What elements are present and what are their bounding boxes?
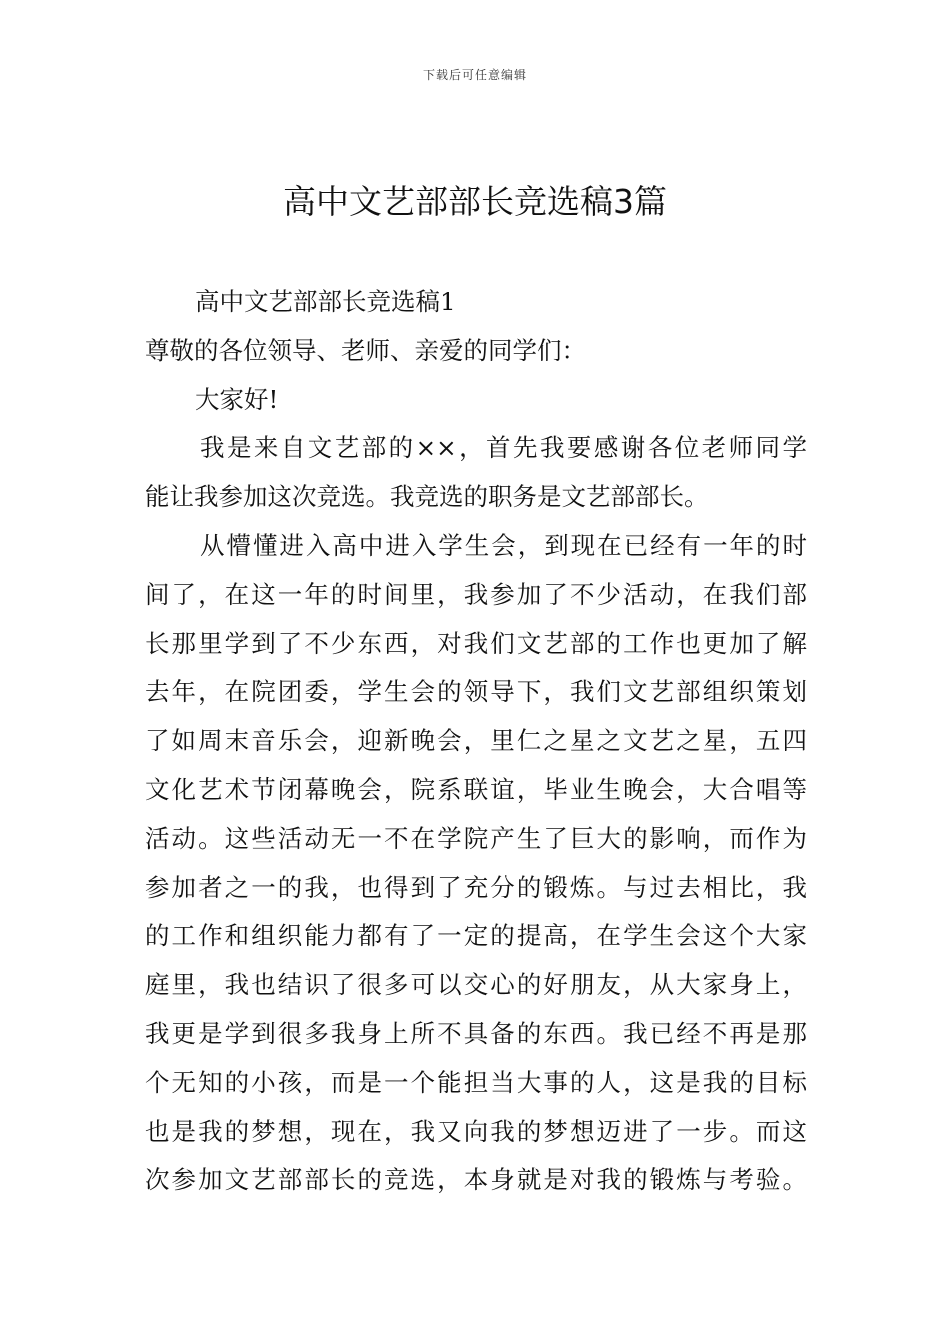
paragraph-line: 参加者之一的我，也得到了充分的锻炼。与过去相比，我 [145, 872, 807, 902]
paragraph-line: 从懵懂进入高中进入学生会，到现在已经有一年的时 [200, 530, 807, 560]
document-body [145, 278, 807, 1205]
paragraph-line: 间了，在这一年的时间里，我参加了不少活动，在我们部 [145, 579, 807, 609]
section-heading: 高中文艺部部长竞选稿1 [195, 287, 456, 316]
paragraph-line: 也是我的梦想，现在，我又向我的梦想迈进了一步。而这 [145, 1116, 807, 1146]
salutation: 尊敬的各位领导、老师、亲爱的同学们： [145, 335, 586, 365]
paragraph-line: 了如周末音乐会，迎新晚会，里仁之星之文艺之星，五四 [145, 726, 807, 756]
paragraph-line: 庭里，我也结识了很多可以交心的好朋友，从大家身上， [145, 970, 807, 1000]
paragraph-line: 我更是学到很多我身上所不具备的东西。我已经不再是那 [145, 1018, 807, 1048]
paragraph-line: 去年，在院团委，学生会的领导下，我们文艺部组织策划 [145, 677, 807, 707]
header-note: 下载后可任意编辑 [422, 68, 527, 82]
paragraph-line: 长那里学到了不少东西，对我们文艺部的工作也更加了解 [145, 628, 807, 658]
greeting: 大家好! [195, 384, 279, 414]
paragraph-line: 文化艺术节闭幕晚会，院系联谊，毕业生晚会，大合唱等 [145, 774, 807, 804]
paragraph-line: 个无知的小孩，而是一个能担当大事的人，这是我的目标 [145, 1067, 807, 1097]
paragraph-line: 的工作和组织能力都有了一定的提高，在学生会这个大家 [145, 921, 807, 951]
paragraph-line: 次参加文艺部部长的竞选，本身就是对我的锻炼与考验。 [145, 1165, 807, 1195]
paragraph-line: 我是来自文艺部的××，首先我要感谢各位老师同学 [200, 433, 807, 463]
document-title: 高中文艺部部长竞选稿3篇 [283, 182, 667, 221]
paragraph-line: 活动。这些活动无一不在学院产生了巨大的影响，而作为 [145, 823, 807, 853]
paragraph-line: 能让我参加这次竞选。我竞选的职务是文艺部部长。 [145, 482, 709, 512]
